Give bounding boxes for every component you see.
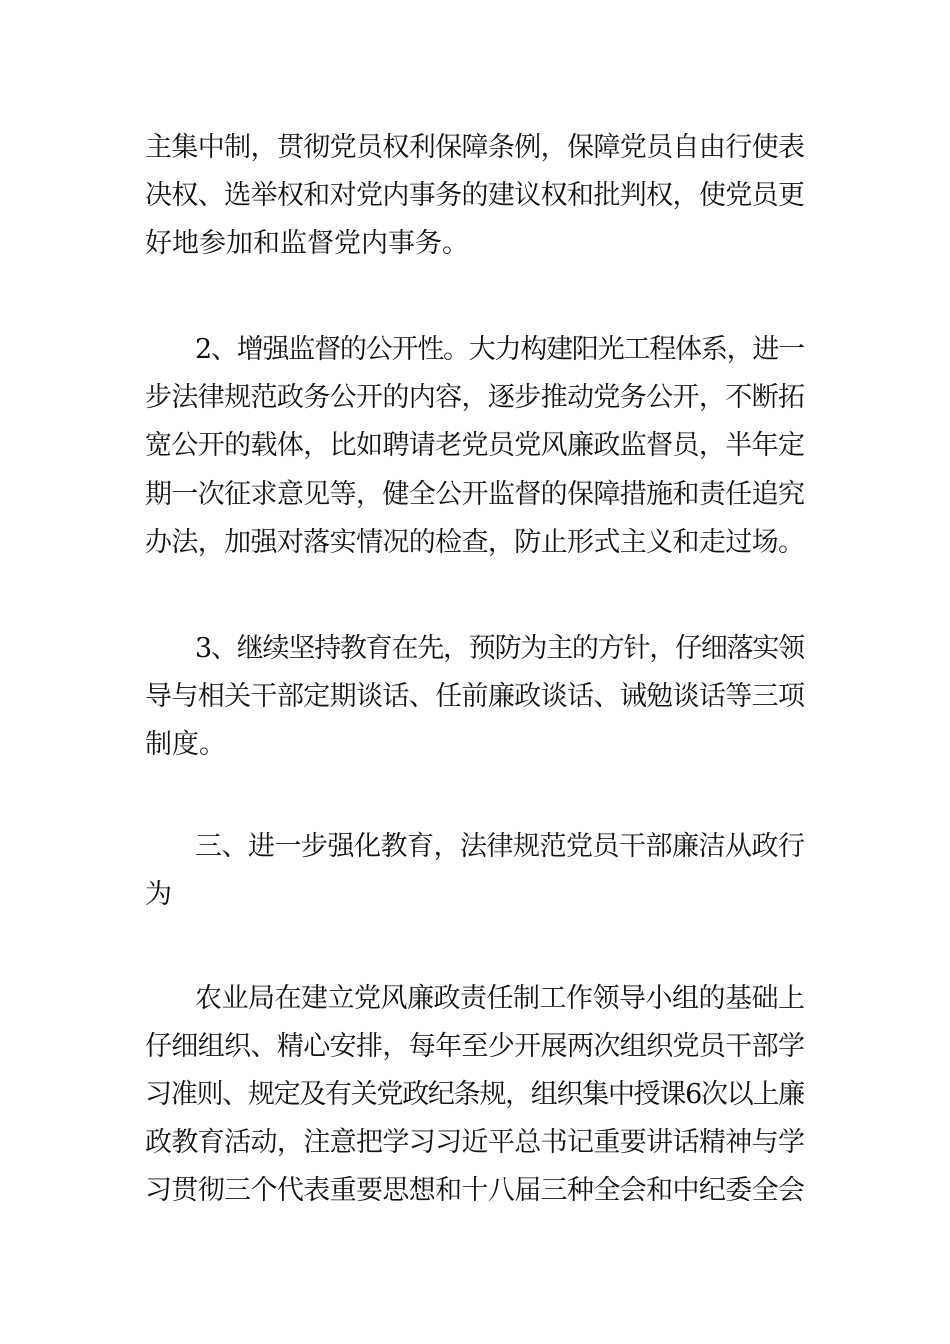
text-line: 制度。: [145, 729, 226, 760]
text-line: 为: [145, 879, 172, 910]
text-line: 办法，加强对落实情况的检查，防止形式主义和走过场。: [145, 527, 805, 558]
text-line: 好地参加和监督党内事务。: [145, 228, 469, 259]
text-line: 主集中制，贯彻党员权利保障条例，保障党员自由行使表: [145, 132, 805, 163]
text-line: 步法律规范政务公开的内容，逐步推动党务公开，不断拓: [145, 382, 805, 413]
text-line: 3、继续坚持教育在先，预防为主的方针，仔细落实领: [195, 633, 804, 664]
text-line: 期一次征求意见等，健全公开监督的保障措施和责任追究: [145, 479, 805, 510]
text-line: 农业局在建立党风廉政责任制工作领导小组的基础上: [195, 983, 805, 1014]
text-line: 2、增强监督的公开性。大力构建阳光工程体系，进一: [195, 334, 804, 365]
text-line: 导与相关干部定期谈话、任前廉政谈话、诫勉谈话等三项: [145, 681, 805, 712]
text-line: 宽公开的载体，比如聘请老党员党风廉政监督员，半年定: [145, 430, 805, 461]
text-line: 习准则、规定及有关党政纪条规，组织集中授课6次以上廉: [145, 1079, 804, 1110]
text-line: 三、进一步强化教育，法律规范党员干部廉洁从政行: [195, 831, 805, 862]
text-line: 习贯彻三个代表重要思想和十八届三种全会和中纪委全会: [145, 1175, 805, 1206]
text-line: 仔细组织、精心安排，每年至少开展两次组织党员干部学: [145, 1031, 805, 1062]
text-line: 政教育活动，注意把学习习近平总书记重要讲话精神与学: [145, 1127, 805, 1158]
text-line: 决权、选举权和对党内事务的建议权和批判权，使党员更: [145, 180, 805, 211]
